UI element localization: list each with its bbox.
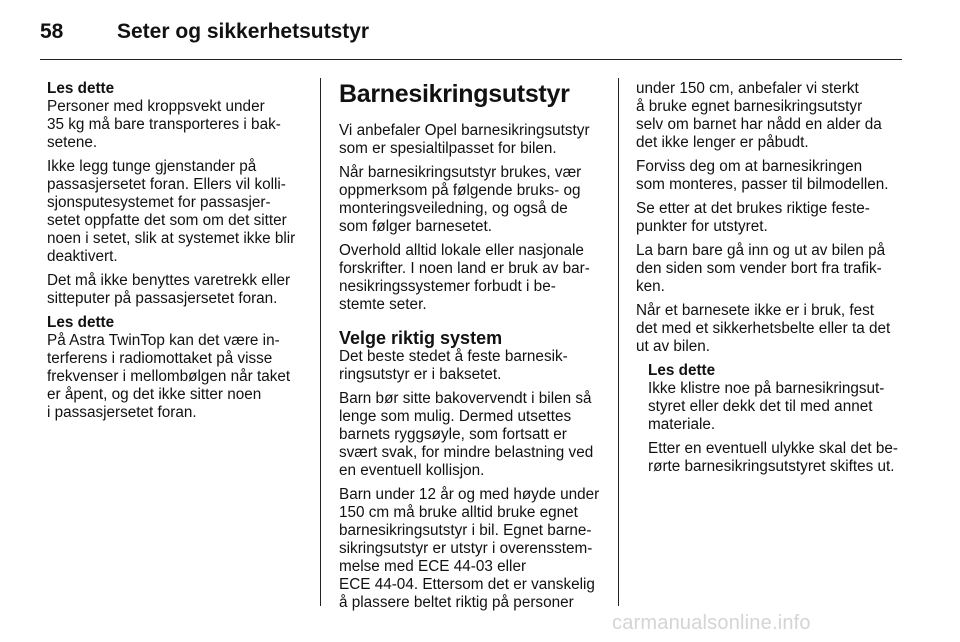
page-title: Seter og sikkerhetsutstyr <box>117 20 370 43</box>
note-block <box>648 362 904 476</box>
note-text: Etter en eventuell ulykke skal det be- rørte barnesikringsutstyret skiftes ut. <box>648 440 898 475</box>
subsection-heading: Velge riktig system <box>339 328 503 348</box>
watermark: carmanualsonline.info <box>612 612 811 634</box>
note-title: Les dette <box>47 314 115 331</box>
paragraph: Forviss deg om at barnesikringen som monteres, passer til bilmodellen. <box>636 158 889 193</box>
note-title: Les dette <box>648 362 716 379</box>
paragraph: Når barnesikringsutstyr brukes, vær oppmerksom på følgende bruks- og monteringsveiledning, og også de som følger barnesetet. <box>339 164 582 235</box>
paragraph: Det må ikke benyttes varetrekk eller sitteputer på passasjersetet foran. <box>47 272 291 307</box>
column-middle <box>339 80 604 618</box>
paragraph: Se etter at det brukes riktige feste- punkter for utstyret. <box>636 200 870 235</box>
paragraph: Overhold alltid lokale eller nasjonale forskrifter. I noen land er bruk av bar- nesikringssystemer forbudt i be- stemte seter. <box>339 242 590 313</box>
note-text: På Astra TwinTop kan det være in- terferens i radiomottaket på visse frekvenser i mellombølgen når taket er åpent, og det ikke sitter noen i passasjersetet foran. <box>47 332 291 421</box>
column-right <box>636 80 904 482</box>
paragraph: Ikke legg tunge gjenstander på passasjersetet foran. Ellers vil kolli- sjonsputesystemet for passasjer- setet oppfatte det som om det sitter noen i setet, slik at systemet ikke blir deaktivert. <box>47 158 296 265</box>
paragraph: Barn under 12 år og med høyde under 150 cm må bruke alltid bruke egnet barnesikringsutstyr i bil. Egnet barne- sikringsutstyr er utstyr i overensstem- melse med ECE 44-03 eller ECE 44-04. Ettersom det er vanskelig å plassere beltet riktig på personer <box>339 486 600 611</box>
column-left <box>47 80 307 428</box>
note-text: Ikke klistre noe på barnesikringsut- styret eller dekk det til med annet materiale. <box>648 380 885 433</box>
paragraph: La barn bare gå inn og ut av bilen på den siden som vender bort fra trafik- ken. <box>636 242 886 295</box>
paragraph: Det beste stedet å feste barnesik- ringsutstyr er i baksetet. <box>339 348 568 383</box>
page-header <box>40 14 920 54</box>
paragraph: Vi anbefaler Opel barnesikringsutstyr som er spesialtilpasset for bilen. <box>339 122 590 157</box>
paragraph: Barn bør sitte bakovervendt i bilen så lenge som mulig. Dermed utsettes barnets ryggsøyle, som fortsatt er svært svak, for mindre belastning ved en eventuell kollisjon. <box>339 390 594 479</box>
paragraph: Når et barnesete ikke er i bruk, fest det med et sikkerhetsbelte eller ta det ut av bilen. <box>636 302 891 355</box>
section-heading: Barnesikringsutstyr <box>339 80 570 108</box>
header-rule <box>40 59 902 60</box>
note-text: Personer med kroppsvekt under 35 kg må bare transporteres i bak- setene. <box>47 98 281 151</box>
note-title: Les dette <box>47 80 115 97</box>
page-number: 58 <box>40 20 64 43</box>
column-divider-1 <box>320 78 321 606</box>
column-divider-2 <box>618 78 619 606</box>
paragraph: under 150 cm, anbefaler vi sterkt å bruke egnet barnesikringsutstyr selv om barnet har nådd en alder da det ikke lenger er påbudt. <box>636 80 882 151</box>
